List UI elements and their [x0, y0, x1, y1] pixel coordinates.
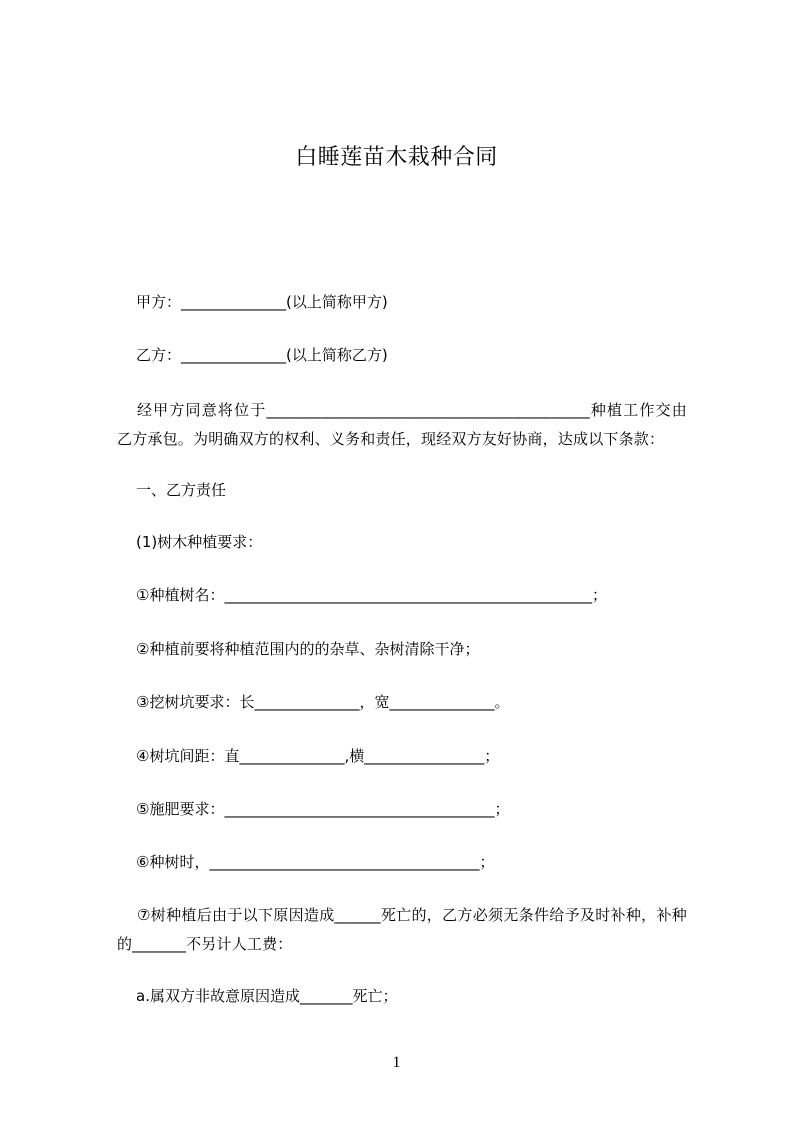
- clause-1: ①种植树名：_________________________________________________；: [136, 586, 607, 604]
- document-title: 白睡莲苗木栽种合同: [295, 145, 498, 170]
- clause-5: ⑤施肥要求：____________________________________；: [136, 800, 510, 818]
- clause-7a: a.属双方非故意原因造成_______死亡；: [136, 987, 398, 1005]
- clause-4: ④树坑间距：直______________,横________________；: [136, 747, 500, 765]
- intro-paragraph: 经甲方同意将位于__________________________________________种植工作交由乙方承包。为明确双方的权利、义务和责任，现经双方友好协商，达成以下条款：: [117, 401, 687, 448]
- subsection-heading: (1)树木种植要求：: [136, 533, 263, 551]
- section-heading: 一、乙方责任: [136, 481, 227, 499]
- clause-2: ②种植前要将种植范围内的的杂草、杂树清除干净；: [136, 640, 480, 658]
- clause-7-paragraph: ⑦树种植后由于以下原因造成______死亡的，乙方必须无条件给予及时补种，补种的_______不另计人工费：: [117, 906, 687, 953]
- party-b-line: 乙方：______________(以上简称乙方): [136, 346, 388, 364]
- party-a-line: 甲方：______________(以上简称甲方): [136, 293, 388, 311]
- clause-6: ⑥种树时，____________________________________；: [136, 853, 495, 871]
- clause-3: ③挖树坑要求：长______________，宽______________。: [136, 693, 510, 711]
- page-number: 1: [392, 1054, 401, 1071]
